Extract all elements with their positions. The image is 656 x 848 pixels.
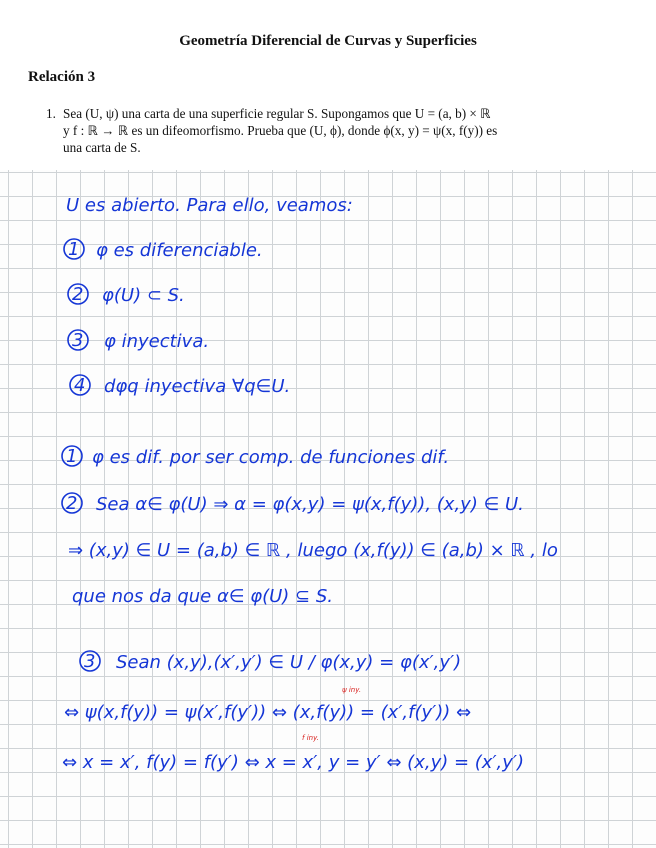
proof-line: Sea α∈ φ(U) ⇒ α = φ(x,y) = ψ(x,f(y)), (x,y) ∈ U.	[96, 494, 524, 515]
intro-line: U es abierto. Para ello, veamos:	[66, 195, 353, 216]
step-3	[68, 330, 209, 352]
step-text: φ inyectiva.	[104, 331, 210, 352]
document-title: Geometría Diferencial de Curvas y Superficies	[179, 33, 477, 49]
step-text: dφq inyectiva ∀q∈U.	[104, 376, 291, 397]
proof-3	[62, 651, 524, 773]
step-number: 1	[66, 446, 78, 467]
exercise-line: una carta de S.	[63, 140, 141, 155]
step-number: 2	[72, 284, 84, 305]
proof-line: Sean (x,y),(x′,y′) ∈ U / φ(x,y) = φ(x′,y′)	[116, 652, 462, 673]
proof-line: ⇔ x = x′, f(y) = f(y′) ⇔ x = x′, y = y′ ⇔ (x,y) = (x′,y′)	[62, 752, 525, 773]
step-1	[64, 239, 263, 261]
step-number: 4	[74, 375, 86, 396]
step-text: φ es diferenciable.	[96, 240, 263, 261]
step-number: 1	[68, 239, 80, 260]
proof-line: φ es dif. por ser comp. de funciones dif.	[92, 447, 450, 468]
annotation-psi-iny: ψ iny.	[342, 686, 362, 694]
proof-1	[62, 446, 449, 468]
annotation-f-iny: f iny.	[302, 734, 319, 742]
step-number: 2	[66, 493, 78, 514]
proof-line: ⇒ (x,y) ∈ U = (a,b) ∈ ℝ , luego (x,f(y)) ∈ (a,b) × ℝ , lo	[68, 540, 558, 561]
step-2	[68, 284, 185, 306]
step-number: 3	[84, 651, 96, 672]
exercise-line: y f : ℝ → ℝ es un difeomorfismo. Prueba que (U, ϕ), donde ϕ(x, y) = ψ(x, f(y)) es	[63, 123, 498, 138]
step-4	[70, 375, 290, 397]
step-number: 3	[72, 330, 84, 351]
section-heading: Relación 3	[28, 69, 96, 85]
proof-2	[62, 493, 558, 607]
exercise-number: 1.	[46, 106, 56, 121]
proof-line: que nos da que α∈ φ(U) ⊆ S.	[72, 586, 333, 607]
exercise-line: Sea (U, ψ) una carta de una superficie regular S. Supongamos que U = (a, b) × ℝ	[63, 106, 491, 121]
proof-line: ⇔ ψ(x,f(y)) = ψ(x′,f(y′)) ⇔ (x,f(y)) = (x′,f(y′)) ⇔	[64, 702, 472, 723]
step-text: φ(U) ⊂ S.	[102, 285, 185, 306]
